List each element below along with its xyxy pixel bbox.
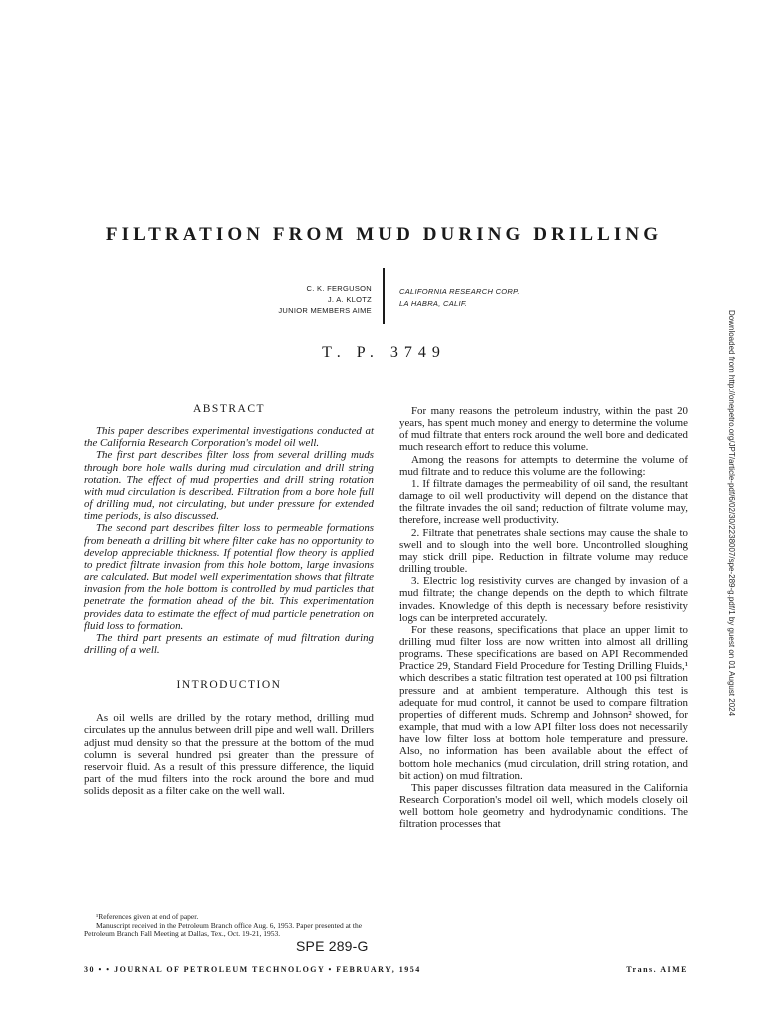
author-name: C. K. FERGUSON — [306, 284, 372, 293]
left-column — [84, 403, 374, 797]
affiliation — [399, 286, 559, 310]
footnote: ¹References given at end of paper. — [96, 912, 199, 921]
page-footer — [84, 965, 688, 974]
body-paragraph: For these reasons, specifications that place an upper limit to drilling mud filter loss are now written into almost all drilling programs. These specifications are based on API Recommended Practice 29, Standard Field Procedure for Testing Drilling Fluids,¹ which describes a static filtration test operated at 100 psi filtration pressure and at ambient temperature. Although this test is adequate for mud control, it cannot be used to compare filtration properties of different muds. Schremp and Johnson² showed, for example, that mud with a low API filter loss does not necessarily have low filter loss at bottom hole temperature and pressure. Also, no information has been available about the effect of bottom hole mechanics (mud circulation, drill string rotation, and bit action) on mud filtration. — [399, 623, 688, 782]
introduction-heading: INTRODUCTION — [176, 679, 282, 692]
body-paragraph: For many reasons the petroleum industry, within the past 20 years, has spent much money and energy to determine the volume of mud filtrate that enters rock around the well bore and dedicated much research effort to reduce this volume. — [399, 405, 688, 454]
author-list — [236, 283, 372, 316]
download-watermark — [727, 310, 751, 1034]
author-membership: JUNIOR MEMBERS AIME — [278, 306, 372, 315]
paper-title: FILTRATION FROM MUD DURING DRILLING — [105, 224, 663, 245]
abstract-paragraph: The second part describes filter loss to permeable formations from beneath a drilling bit where filter cake has no opportunity to develop appreciable thickness. If potential flow theory is applied to predict filtrate invasion from this hole bottom, large invasions are calculated. But model well experimentation shows that filtrate invasion from the hole bottom is controlled by mud particles that penetrate the formation ahead of the bit. This experimentation provides data to estimate the effect of mud particle penetration on fluid loss to formation. — [84, 522, 374, 632]
body-paragraph: 1. If filtrate damages the permeability of oil sand, the resultant damage to oil well productivity will depend on the distance that the filtrate invades the oil sand; reduction of filtrate volume may, therefore, increase well productivity. — [399, 477, 688, 527]
affiliation-org: CALIFORNIA RESEARCH CORP. — [399, 287, 520, 296]
abstract-paragraph: This paper describes experimental investigations conducted at the California Research Corporation's model oil well. — [84, 425, 374, 450]
footer-trans: Trans. AIME — [626, 965, 688, 974]
footer-journal: 30 • • JOURNAL OF PETROLEUM TECHNOLOGY • FEBRUARY, 1954 — [84, 965, 421, 974]
paper-number: T. P. 3749 — [322, 344, 446, 361]
abstract-heading: ABSTRACT — [192, 403, 266, 415]
body-paragraph: 3. Electric log resistivity curves are changed by invasion of a mud filtrate; the change depends on the depth to which filtrate invades. Knowledge of this depth is necessary before resistivity logs can be interpreted accurately. — [399, 575, 688, 624]
download-note: Downloaded from http://onepetro.org/JPT/article-pdf/6/02/30/2238007/spe-289-g.pdf/1 by guest on 01 August 2024 — [727, 310, 736, 717]
abstract-paragraph: The third part presents an estimate of mud filtration during drilling of a well. — [84, 631, 374, 656]
footnote: Manuscript received in the Petroleum Branch office Aug. 6, 1953. Paper presented at the Petroleum Branch Fall Meeting at Dallas, Tex., Oct. 19-21, 1953. — [84, 920, 363, 939]
author-name: J. A. KLOTZ — [327, 295, 372, 304]
affiliation-location: LA HABRA, CALIF. — [399, 299, 468, 308]
introduction-paragraph: As oil wells are drilled by the rotary method, drilling mud circulates up the annulus between drill pipe and well wall. Drillers adjust mud density so that the pressure at the bottom of the mud column is several hundred psi greater than the pressure of reservoir fluid. As a result of this pressure difference, the liquid part of the mud filters into the rock around the bore and mud solids deposit as a filter cake on the well wall. — [84, 712, 374, 798]
right-column — [399, 405, 688, 830]
body-paragraph: This paper discusses filtration data measured in the California Research Corporation's model oil well, which models closely oil well bottom hole geometry and hydrodynamic conditions. The filtration processes that — [399, 781, 688, 831]
spe-number: SPE 289-G — [296, 938, 369, 954]
body-paragraph: Among the reasons for attempts to determine the volume of mud filtrate and to reduce this volume are the following: — [399, 453, 688, 478]
author-divider — [383, 268, 385, 324]
body-paragraph: 2. Filtrate that penetrates shale sections may cause the shale to swell and to slough into the well bore. Uncontrolled sloughing may stick drill pipe. Reduction in filtrate volume may reduce drilling trouble. — [399, 526, 688, 576]
footnotes — [84, 913, 374, 939]
abstract-paragraph: The first part describes filter loss from several drilling muds through bore hole walls during mud circulation and drill string rotation. The effect of mud properties and drill string rotation with mud circulation is described. Filtration from a bore hole full of drilling mud, not circulating, but under pressure for extended time periods, is also discussed. — [84, 449, 374, 523]
